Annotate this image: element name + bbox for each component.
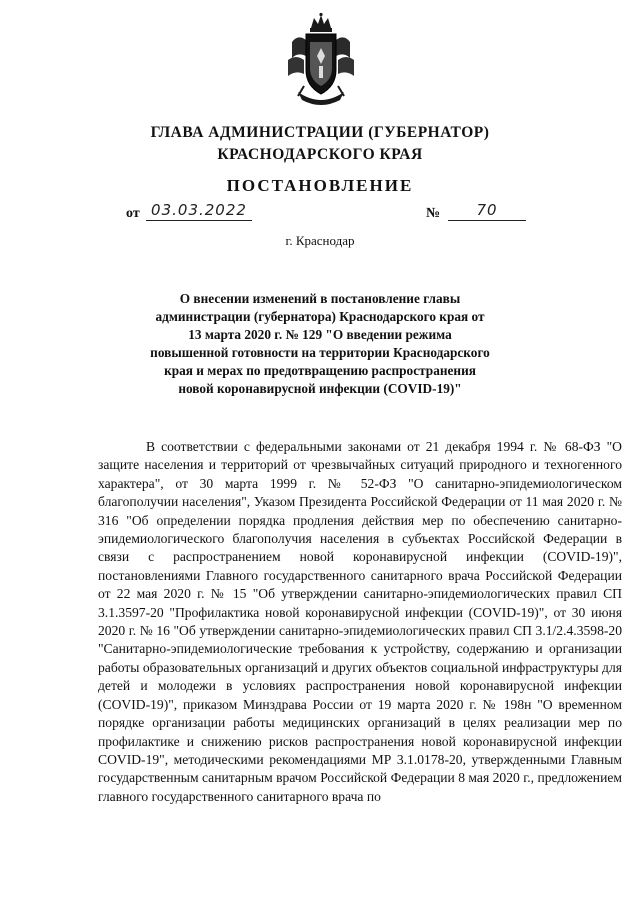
- authority-title-line-1: ГЛАВА АДМИНИСТРАЦИИ (ГУБЕРНАТОР): [150, 124, 490, 141]
- city-label: г. Краснодар: [285, 233, 355, 248]
- number-label: №: [426, 206, 441, 221]
- number-handwritten: 70: [448, 201, 526, 221]
- authority-title-line-2: КРАСНОДАРСКОГО КРАЯ: [217, 146, 423, 163]
- date-label: от: [126, 206, 140, 221]
- document-type-heading: ПОСТАНОВЛЕНИЕ: [226, 176, 414, 195]
- document-title: О внесении изменений в постановление главы администрации (губернатора) Краснодарского края от 13 марта 2020 г. № 129 "О введении режима повышенной готовности на территории Краснодарского края и мерах по предотвращению распространения новой коронавирусной инфекции (COVID-19)": [150, 291, 490, 396]
- krasnodar-coat-of-arms-icon: [284, 12, 358, 108]
- date-handwritten: 03.03.2022: [146, 201, 252, 221]
- date-number-row: [120, 203, 540, 225]
- body-paragraph: В соответствии с федеральными законами от 21 декабря 1994 г. № 68-ФЗ "О защите населения и территорий от чрезвычайных ситуаций природного и техногенного характера", от 30 марта 1999 г. № 52-ФЗ "О санитарно-эпидемиологическом благополучии населения", Указом Президента Российской Федерации от 11 мая 2020 г. № 316 "Об определении порядка продления действия мер по обеспечению санитарно-эпидемиологического благополучия населения в субъектах Российской Федерации в связи с распространением новой коронавирусной инфекции (COVID-19)", постановлениями Главного государственного санитарного врача Российской Федерации от 22 мая 2020 г. № 15 "Об утверждении санитарно-эпидемиологических правил СП 3.1.3597-20 "Профилактика новой коронавирусной инфекции (COVID-19)", от 30 июня 2020 г. № 16 "Об утверждении санитарно-эпидемиологических правил СП 3.1/2.4.3598-20 "Санитарно-эпидемиологические требования к устройству, содержанию и организации работы образовательных организаций и других объектов социальной инфраструктуры для детей и молодежи в условиях распространения новой коронавирусной инфекции (COVID-19)", приказом Минздрава России от 19 марта 2020 г. № 198н "О временном порядке организации работы медицинских организаций в целях реализации мер по профилактике и снижению рисков распространения новой коронавирусной инфекции COVID-19", методическими рекомендациями МР 3.1.0178-20, утвержденными Главным государственным санитарным врачом Российской Федерации 8 мая 2020 г., предложением главного государственного санитарного врача по: [98, 439, 622, 804]
